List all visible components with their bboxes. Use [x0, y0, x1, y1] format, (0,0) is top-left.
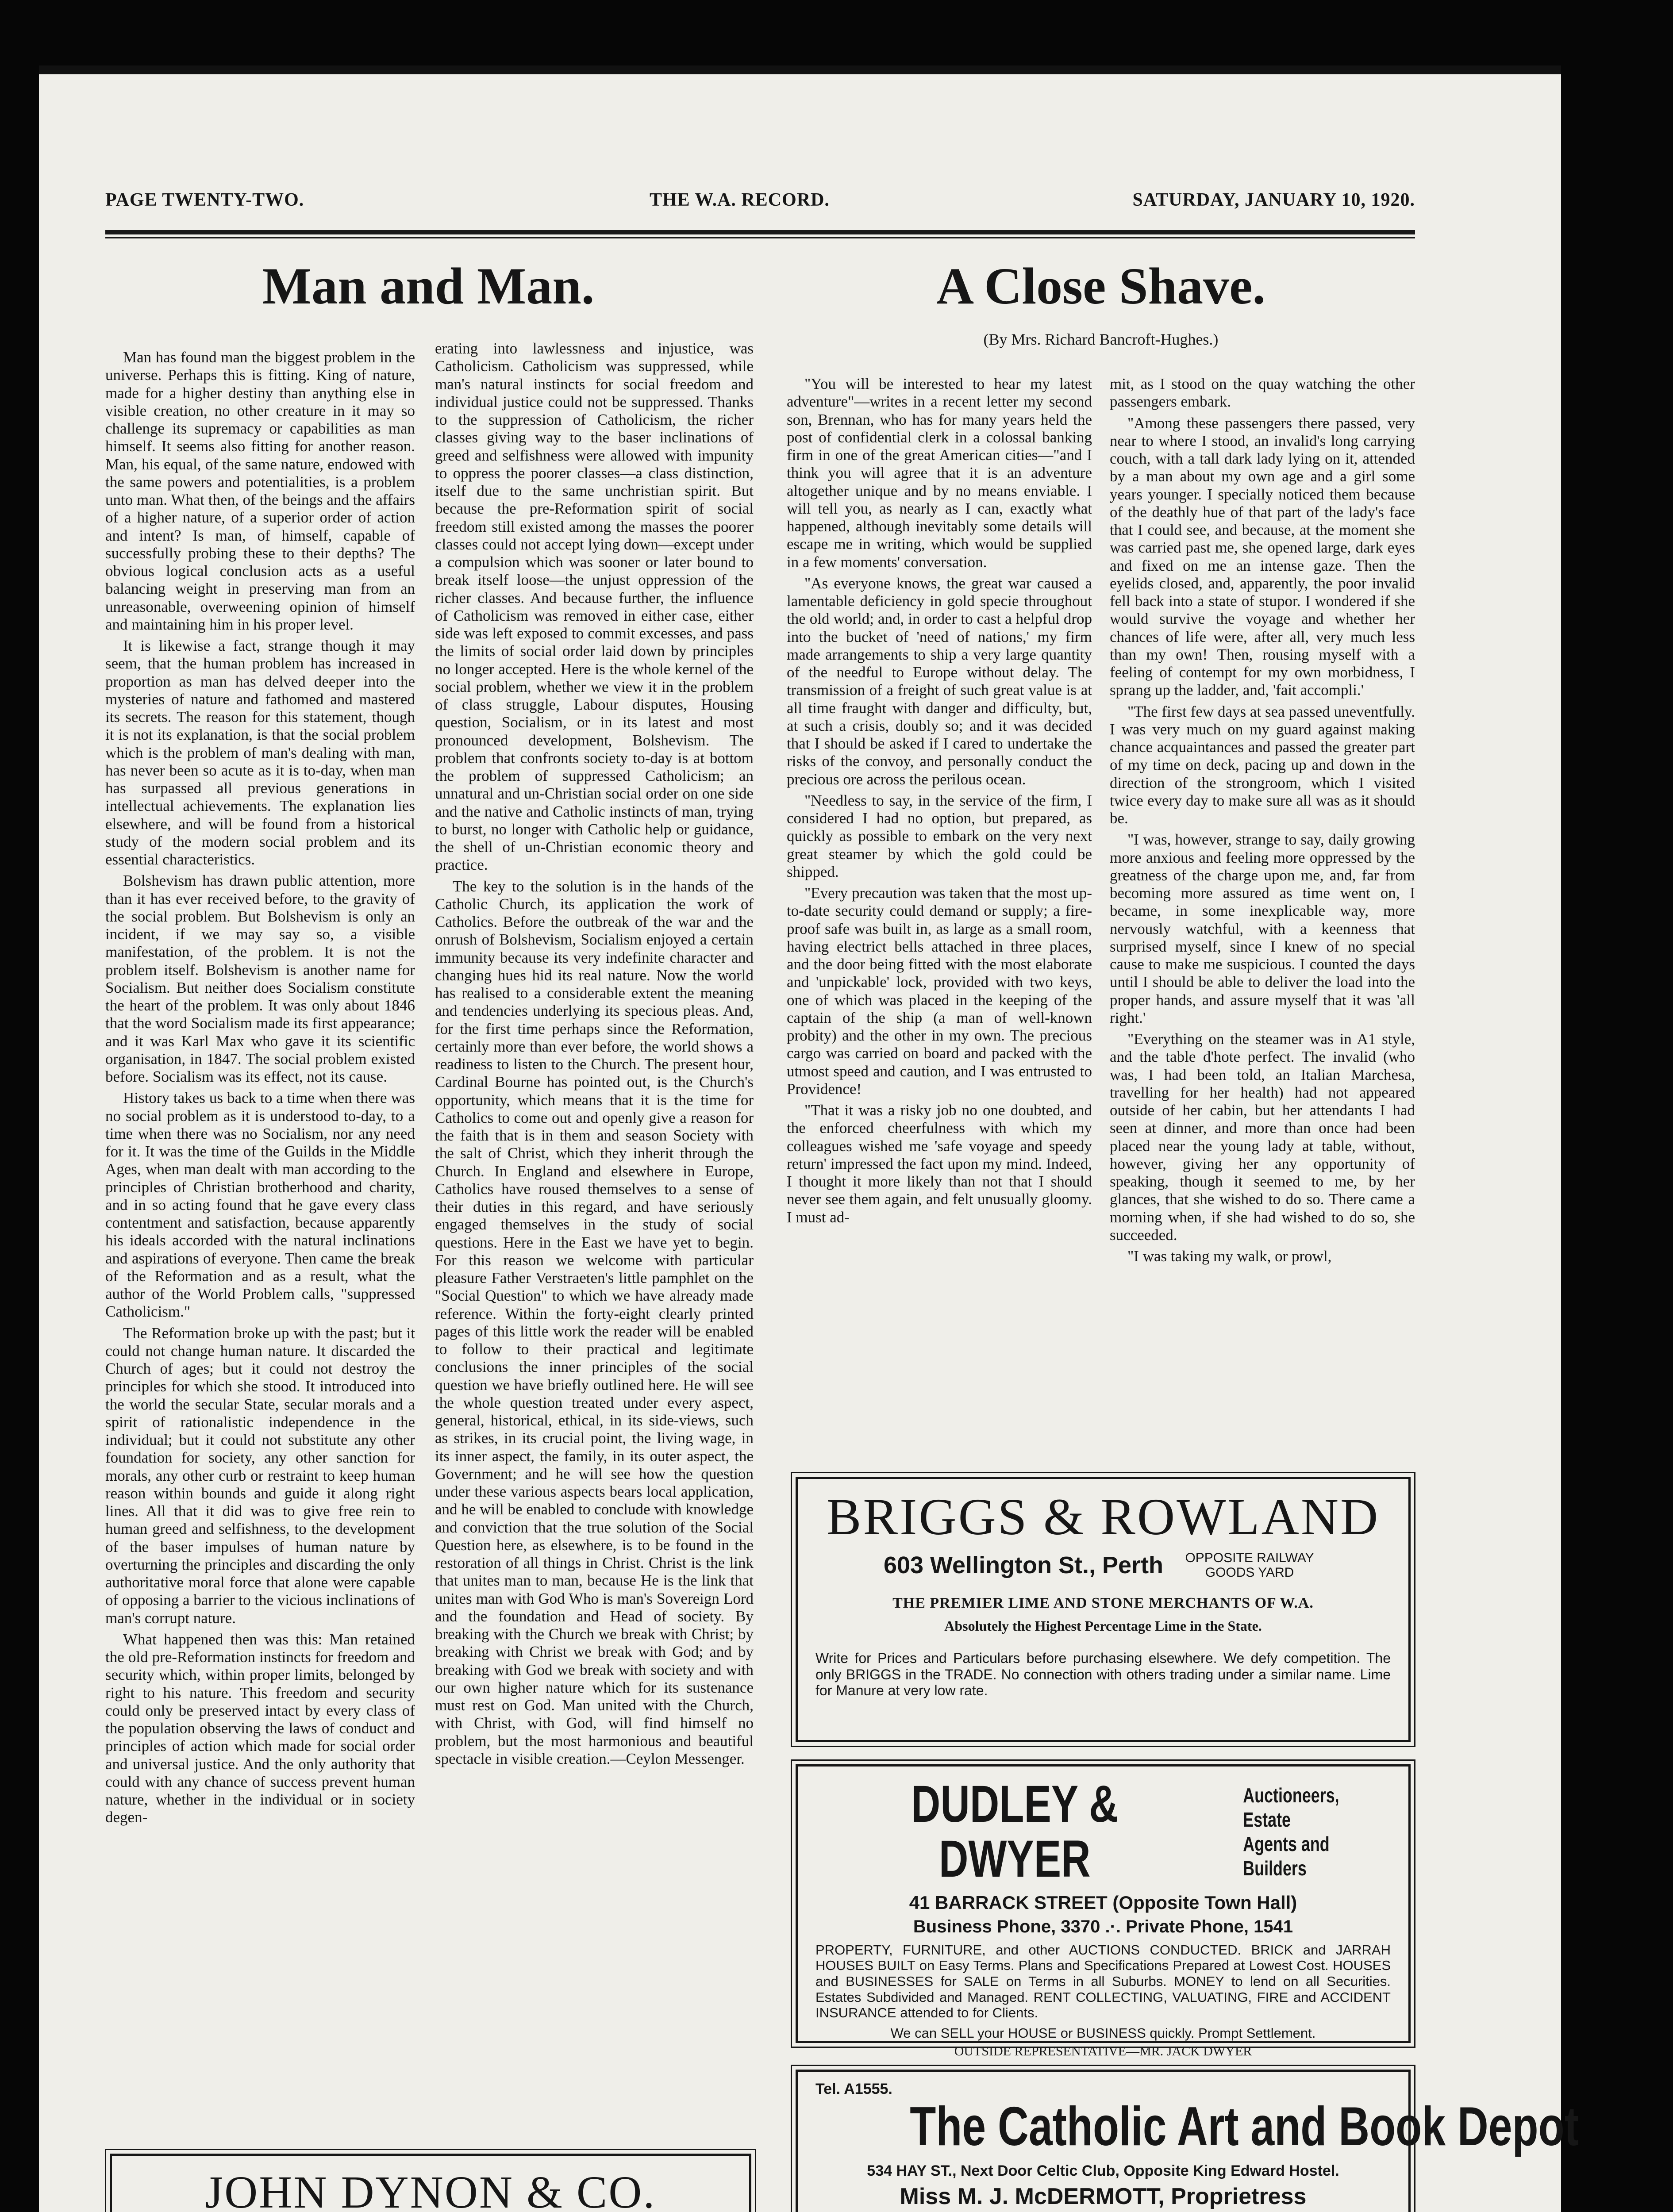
header-rule [105, 230, 1415, 234]
paragraph: It is likewise a fact, strange though it may seem, that the human problem has increased in proportion as man has delved deeper into the mysteries of nature and fathomed and mastered its secrets. The reason for this statement, though it is not its explanation, is that the social problem which is the problem of man's dealing with man, has never been so acute as it is to-day, when man has surpassed all previous generations in intellectual achievements. The explanation lies elsewhere, and will be found from a historical study of the modern social problem and its essential characteristics. [105, 637, 415, 868]
paragraph: Man has found man the biggest problem in the universe. Perhaps this is fitting. King of nature, made for a higher destiny than anything else in visible creation, no other creature in it may so challenge its supremacy or capabilities as man himself. It seems also fitting for another reason. Man, his equal, of the same nature, endowed with the same powers and potentialities, is a problem unto man. What then, of the beings and the affairs of a higher nature, of a superior order of action and intent? Is man, of himself, capable of successfully probing these to their depths? The obvious logical conclusion acts as a useful balancing weight in preserving man from an unreasonable, overweening opinion of himself and maintaining him in his proper level. [105, 349, 415, 633]
article-man-col1 [105, 349, 415, 2127]
paragraph: "I was taking my walk, or prowl, [1127, 1248, 1332, 1265]
page-number: PAGE TWENTY-TWO. [105, 190, 304, 210]
ad-depot-name: The Catholic Art and Book Depot [910, 2096, 1579, 2157]
article-shave-col3 [787, 375, 1092, 1428]
ad-dynon-name: JOHN DYNON & CO. [205, 2167, 656, 2212]
paragraph: History takes us back to a time when there was no social problem as it is understood to-day, to a time when there was no Socialism, nor any need for it. It was the time of the Guilds in the Middle Ages, when man dealt with man according to the principles of Christian brotherhood and charity, and in so acting found that he gave every class contentment and satisfaction, because apparently his ideals accorded with the natural inclinations and aspirations of everyone. Then came the break of the Reformation and as a result, what the author of the World Problem calls, "suppressed Catholicism." [105, 1089, 415, 1321]
ad-dudley-role1: Auctioneers, Estate [1242, 1783, 1339, 1831]
paragraph: What happened then was this: Man retained the old pre-Reformation instincts for freedom and security which, within proper limits, belonged by right to his nature. This freedom and security could only be preserved intact by every class of the population observing the laws of conduct and principles of action which made for social order and universal justice. And the only authority that could with any chance of success prevent human nature, whether in the individual or in society degen- [105, 1630, 415, 1826]
byline: (By Mrs. Richard Bancroft-Hughes.) [983, 330, 1219, 348]
paragraph: "I was, however, strange to say, daily growing more anxious and feeling more oppressed by the greatness of the charge upon me, and, far from becoming more assured as time went on, I became, in some inexplicable way, more nervously watchful, with a keenness that surprised myself, since I knew of no special cause to make me suspicious. I counted the days until I should be able to deliver the load into the proper hands, and assure myself that it was 'all right.' [1110, 831, 1415, 1026]
masthead-title: THE W.A. RECORD. [650, 190, 830, 210]
ad-dudley-sell: We can SELL your HOUSE or BUSINESS quickly. Prompt Settlement. [890, 2025, 1316, 2041]
ad-dudley-name: DUDLEY & DWYER [911, 1775, 1119, 1888]
ad-briggs-rowland [796, 1477, 1411, 1742]
ad-depot-address: 534 HAY ST., Next Door Celtic Club, Opposite King Edward Hostel. [867, 2162, 1339, 2180]
issue-date: SATURDAY, JANUARY 10, 1920. [1132, 190, 1415, 210]
scan-edge-top [39, 65, 1561, 74]
headline-man-and-man: Man and Man. [262, 257, 595, 315]
ad-briggs-body: Write for Prices and Particulars before purchasing elsewhere. We defy competition. The only BRIGGS in the TRADE. No connection with others trading under a similar name. Lime for Manure at very low rate. [815, 1650, 1391, 1699]
ad-dudley-address: 41 BARRACK STREET (Opposite Town Hall) [909, 1892, 1297, 1913]
ad-john-dynon [110, 2154, 751, 2212]
paragraph: "That it was a risky job no one doubted, and the enforced cheerfulness with which my colleagues wished me 'safe voyage and speedy return' impressed the fact upon my mind. Indeed, I thought it more likely than not that I should never see them again, and felt unusually gloomy. I must ad- [787, 1102, 1092, 1226]
header-rule-thin [105, 237, 1415, 238]
ad-briggs-address: 603 Wellington St., Perth [883, 1551, 1164, 1578]
ad-briggs-name: BRIGGS & ROWLAND [826, 1488, 1380, 1546]
paragraph: erating into lawlessness and injustice, was Catholicism. Catholicism was suppressed, while man's natural instincts for social freedom and individual justice could not be suppressed. Thanks to the suppression of Catholicism, the richer classes giving way to the baser inclinations of greed and selfishness were allowed with impunity to oppress the poorer classes—a class distinction, itself due to the same unchristian spirit. But because the pre-Reformation spirit of social freedom still existed among the masses the poorer classes could not accept lying down—except under a compulsion which was sooner or later bound to break itself loose—the unjust oppression of the richer classes. And because further, the influence of Catholicism was removed in either case, either side was left exposed to commit excesses, and pass the limits of social order laid down by principles no longer accepted. Here is the whole kernel of the social problem, whether we view it in the problem of class struggle, Labour disputes, Housing question, Socialism, or in its latest and most pronounced development, Bolshevism. The problem that confronts society to-day is at bottom the problem of suppressed Catholicism; an unnatural and un-Christian social order on one side and the native and Catholic instincts of man, trying to burst, no longer with Catholic help or guidance, the shell of un-Christian economic theory and practice. [435, 340, 754, 874]
paragraph: The key to the solution is in the hands of the Catholic Church, its application the work of Catholics. Before the outbreak of the war and the onrush of Bolshevism, Socialism enjoyed a certain immunity because its very indefinite character and changing hues hid its real nature. Now the world has realised to a considerable extent the meaning and tendencies underlying its specious pleas. And, for the first time perhaps since the Reformation, certainly more than ever before, the world shows a readiness to listen to the Church. The present hour, Cardinal Bourne has pointed out, is the Church's opportunity, which means that it is the time for Catholics to come out and openly give a reason for the faith that is in them and season Society with the salt of Christ, which they inherit through the Church. In England and elsewhere in Europe, Catholics have roused themselves to a sense of their duties in this regard, and have seriously engaged themselves in the study of social questions. Here in the East we have yet to begin. For this reason we welcome with particular pleasure Father Verstraeten's little pamphlet on the "Social Question" to which we have already made reference. Within the forty-eight clearly printed pages of this little work the reader will be enabled to follow to their practical and legitimate conclusions the inner principles of the social question we have briefly outlined here. He will see the whole question treated under every aspect, general, historical, ethical, in its side-views, such as strikes, in its crucial point, the living wage, in its inner aspect, the family, in its outer aspect, the Government; and he will see how the question under these various aspects bears local application, and he will be enabled to conclude with knowledge and conviction that the true solution of the Social Question here, as elsewhere, is to be found in the restoration of all things in Christ. Christ is the link that unites man to man, because He is the link that unites man with God Who is man's Sovereign Lord and the foundation and Head of society. By breaking with the Church we break with Christ; by breaking with Christ we break with God; and by breaking with God we break with society and with our own higher nature which for its sustenance must rest on God. Man united with the Church, with Christ, with God, will find himself no problem, but the most harmonious and beautiful spectacle in visible creation.—Ceylon Messenger. [435, 877, 754, 1767]
paragraph: "You will be interested to hear my latest adventure"—writes in a recent letter my second son, Brennan, who has for many years held the post of confidential clerk in a colossal banking firm in one of the great American cities—"and I think you will agree that it is an adventure altogether unique and by no means enviable. I will tell you, as nearly as I can, exactly what happened, although inevitably some details will escape me in writing, which would be supplied in a few moments' conversation. [787, 375, 1092, 571]
paragraph: "Among these passengers there passed, very near to where I stood, an invalid's long carrying couch, with a tall dark lady lying on it, attended by a man about my own age and a girl some years younger. I specially noticed them because of the deathly hue of that part of the lady's face that I could see, and because, at the moment she was carried past me, she opened large, dark eyes and fixed on me an intense gaze. Then the eyelids closed, and, apparently, the poor invalid fell back into a state of stupor. I wondered if she would survive the voyage and whether her chances of life were, after all, very much less than my own! Then, rousing myself with a feeling of contempt for my own morbidness, I sprang up the ladder, and, 'fait accompli.' [1110, 414, 1415, 699]
ad-dudley-role2: Agents and Builders [1242, 1832, 1330, 1880]
paragraph: Bolshevism has drawn public attention, more than it has ever received before, to the gravity of the social problem. But Bolshevism is only an incident, if we may say so, a visible manifestation, of the problem. It is not the problem itself. Bolshevism is another name for Socialism. But neither does Socialism constitute the heart of the problem. It was only about 1846 that the word Socialism made its first appearance; and it was Karl Max who gave it its scientific organisation, in 1847. The social problem existed before. Socialism was its effect, not its cause. [105, 872, 415, 1085]
ad-dudley-rep: OUTSIDE REPRESENTATIVE—MR. JACK DWYER [954, 2043, 1252, 2058]
paragraph: "As everyone knows, the great war caused a lamentable deficiency in gold specie throughout the old world; and, in order to cast a helpful drop into the bucket of 'need of nations,' my firm made arrangements to ship a very large quantity of the needful to Europe without delay. The transmission of a freight of such great value is at all time fraught with danger and difficulty, but, at such a crisis, doubly so; and it was decided that I should be asked if I cared to undertake the risks of the convoy, and personally conduct the precious ore across the perilous ocean. [787, 574, 1092, 788]
ad-catholic-depot [796, 2070, 1579, 2212]
ad-briggs-tagline: THE PREMIER LIME AND STONE MERCHANTS OF W.A. [892, 1594, 1314, 1611]
ad-dudley-body: PROPERTY, FURNITURE, and other AUCTIONS CONDUCTED. BRICK and JARRAH HOUSES BUILT on Easy Terms. Plans and Specifications Prepared at Lowest Cost. HOUSES and BUSINESSES for SALE on Terms in all Suburbs. MONEY to lend on all Securities. Estates Subdivided and Managed. RENT COLLECTING, VALUATING, FIRE and ACCIDENT INSURANCE attended to for Clients. [815, 1942, 1391, 2021]
headline-close-shave: A Close Shave. [936, 257, 1266, 315]
article-man-col2 [435, 340, 754, 2127]
paragraph: "The first few days at sea passed uneventfully. I was very much on my guard against making chance acquaintances and passed the greater part of my time on deck, pacing up and down in the direction of the strongroom, which I visited twice every day to make sure all was as it should be. [1110, 703, 1415, 827]
article-shave-col4 [1110, 375, 1415, 1428]
paragraph: "Every precaution was taken that the most up-to-date security could demand or supply; a fire-proof safe was built in, as large as a small room, having electrict bells attached in three places, and the door being fitted with the most elaborate and 'unpickable' lock, provided with two keys, one of which was placed in the keeping of the captain of the ship (a man of well-known probity) and the other in my own. The precious cargo was carried on board and packed with the utmost speed and caution, and I was entrusted to Providence! [787, 884, 1092, 1098]
ad-briggs-quality: Absolutely the Highest Percentage Lime in the State. [944, 1617, 1262, 1634]
ad-dudley-phones: Business Phone, 3370 .·. Private Phone, 1541 [913, 1916, 1293, 1936]
ad-depot-tel: Tel. A1555. [815, 2081, 892, 2097]
paragraph: mit, as I stood on the quay watching the other passengers embark. [1110, 375, 1415, 411]
paragraph: The Reformation broke up with the past; but it could not change human nature. It discarded the Church of ages; but it could not destroy the principles for which she stood. It introduced into the world the secular State, secular morals and a spirit of rationalistic independence in the individual; but it could not substitute any other foundation for society, any other sanction for morals, any other curb or restraint to keep human reason within bounds and guide it along right lines. All that it did was to give free rein to human greed and selfishness, to the development of the baser impulses of human nature by overturning the principles and discarding the only authoritative moral force that alone were capable of opposing a barrier to the vicious inclinations of man's corrupt nature. [105, 1324, 415, 1627]
ad-dudley-dwyer [796, 1764, 1411, 2058]
newspaper-page [39, 65, 1579, 2212]
paragraph: "Needless to say, in the service of the firm, I considered I had no option, but prepared, as quickly as possible to embark on the very next great steamer by which the gold could be shipped. [787, 791, 1092, 880]
page-header [105, 189, 1415, 220]
paragraph: "Everything on the steamer was in A1 style, and the table d'hote perfect. The invalid (who was, I had been told, an Italian Marchesa, travelling for her health) had not appeared outside of her cabin, but her attendants I had seen at dinner, and more than once had been placed near the young lady at table, without, however, giving her any opportunity of speaking, though it seemed to me, by her glances, that she wished to do so. There came a morning when, if she had wished to do so, she succeeded. [1110, 1030, 1415, 1244]
ad-depot-proprietress: Miss M. J. McDERMOTT, Proprietress [900, 2184, 1307, 2210]
ad-briggs-opposite: OPPOSITE RAILWAY GOODS YARD [1185, 1550, 1314, 1580]
